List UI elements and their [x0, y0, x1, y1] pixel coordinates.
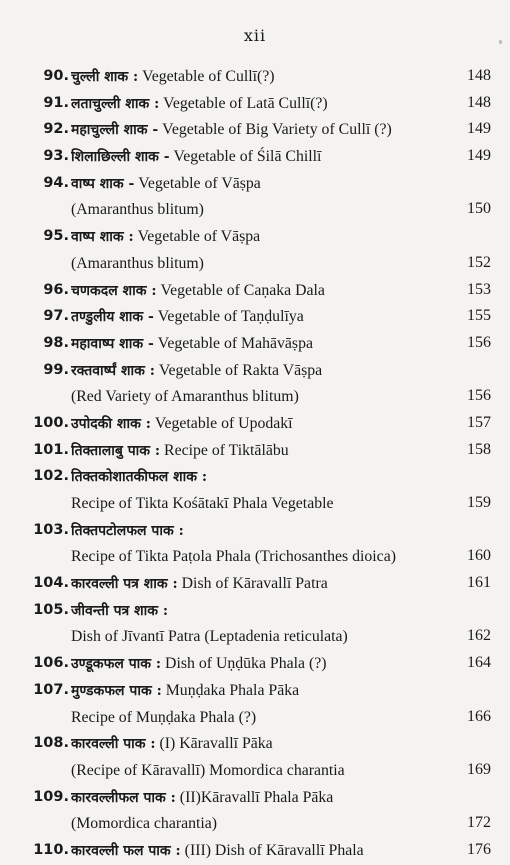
entry-title — [71, 116, 451, 144]
entry-title — [71, 277, 451, 305]
entry-sanskrit-title: जीवन्ती पत्र शाक : — [71, 602, 169, 619]
entry-number: 100. — [33, 414, 69, 431]
entry-english-title: (Amaranthus blitum) — [71, 201, 204, 219]
entry-title — [71, 730, 451, 758]
entry-page-number: 159 — [467, 494, 491, 511]
entry-number: 106. — [33, 655, 69, 672]
entry-page-number: 152 — [467, 253, 491, 271]
entry-english-title: (II)Kāravallī Phala Pāka — [175, 788, 334, 806]
entry-title — [71, 490, 451, 518]
toc-entry — [31, 303, 491, 330]
entry-sanskrit-title: तिक्तालाबु पाक : — [71, 442, 161, 459]
entry-number: 108. — [33, 735, 69, 752]
toc-entry — [31, 383, 491, 410]
entry-number: 101. — [33, 441, 69, 458]
entry-english-title: Dish of Uṇḍūka Phala (?) — [161, 655, 327, 673]
entry-sanskrit-title: वाष्प शाक : — [71, 229, 134, 246]
entry-title — [71, 517, 451, 545]
entry-page-number: 148 — [467, 67, 491, 84]
toc-entry — [31, 250, 491, 277]
entry-english-title: Dish of Jīvantī Patra (Leptadenia reticulata) — [71, 628, 348, 646]
entry-english-title: Vegetable of Latā Cullī(?) — [159, 94, 328, 112]
entry-sanskrit-title: चुल्ली शाक : — [71, 69, 139, 85]
toc-entry — [31, 517, 491, 544]
entry-sanskrit-title: चणकदल शाक : — [71, 282, 157, 299]
entry-english-title: Dish of Kāravallī Patra — [177, 575, 328, 593]
entry-title — [71, 784, 451, 812]
entry-sanskrit-title: कारवल्लीफल पाक : — [71, 789, 176, 806]
entry-title — [71, 63, 451, 91]
entry-english-title: Vegetable of Mahāvāṣpa — [153, 334, 313, 352]
entry-title — [71, 597, 451, 625]
toc-entry — [31, 623, 491, 650]
entry-sanskrit-title: उपोदकी शाक : — [71, 415, 151, 432]
entry-english-title: (Red Variety of Amaranthus blitum) — [71, 388, 299, 406]
toc-entry — [31, 650, 491, 677]
entry-english-title: Recipe of Tiktālābu — [160, 441, 289, 459]
toc-entry — [31, 757, 491, 784]
entry-page-number: 158 — [467, 440, 491, 458]
entry-page-number: 172 — [467, 814, 491, 832]
entry-sanskrit-title: वाष्प शाक - — [71, 175, 135, 192]
entry-sanskrit-title: कारवल्ली फल पाक : — [71, 842, 181, 859]
entry-sanskrit-title: रक्तवार्ष्पं शाक : — [71, 362, 155, 379]
entry-title — [71, 170, 451, 198]
entry-number: 103. — [33, 521, 69, 538]
entry-sanskrit-title: तिक्तकोशातकीफल शाक : — [71, 469, 208, 486]
entry-number: 110. — [33, 841, 69, 858]
entry-page-number: 157 — [467, 413, 491, 431]
entry-title — [71, 196, 451, 224]
entry-title — [71, 357, 451, 385]
page-number: xii — [243, 26, 267, 45]
entry-title — [71, 143, 451, 171]
entry-title — [71, 570, 451, 598]
entry-sanskrit-title: महावाष्प शाक - — [71, 335, 154, 352]
entry-title — [71, 623, 451, 651]
entry-english-title: Muṇḍaka Phala Pāka — [161, 681, 300, 699]
entry-page-number: 153 — [467, 280, 491, 298]
toc-entry — [31, 90, 491, 117]
page-speck — [499, 40, 502, 44]
entry-english-title: Vegetable of Cullī(?) — [138, 68, 275, 85]
toc-entry — [31, 196, 491, 223]
toc-entry — [31, 437, 491, 464]
entry-english-title: Vegetable of Big Variety of Cullī (?) — [158, 121, 392, 139]
entry-title — [71, 383, 451, 411]
entry-page-number: 169 — [467, 760, 491, 778]
entry-title — [71, 223, 451, 251]
entry-title — [71, 704, 451, 732]
entry-number: 94. — [43, 174, 69, 191]
toc-entry — [31, 490, 491, 517]
entry-title — [71, 677, 451, 705]
toc-entry — [31, 463, 491, 490]
entry-title — [71, 650, 451, 678]
toc-entry — [31, 677, 491, 704]
entry-title — [71, 330, 451, 358]
entry-english-title: Vegetable of Upodakī — [150, 414, 293, 432]
entry-number: 98. — [43, 334, 69, 351]
entry-page-number: 176 — [467, 840, 491, 858]
entry-english-title: Vegetable of Caṇaka Dala — [156, 281, 325, 299]
toc-entry — [31, 410, 491, 437]
entry-english-title: (I) Kāravallī Pāka — [155, 735, 273, 753]
entry-sanskrit-title: तिक्तपटोलफल पाक : — [71, 522, 184, 539]
entry-page-number: 160 — [467, 547, 491, 565]
entry-english-title: Recipe of Muṇḍaka Phala (?) — [71, 708, 257, 726]
entry-page-number: 149 — [467, 147, 491, 165]
entry-title — [71, 757, 451, 785]
toc-entry — [31, 330, 491, 357]
entry-number: 102. — [33, 468, 69, 485]
entry-sanskrit-title: लताचुल्ली शाक : — [71, 95, 160, 112]
entry-page-number: 162 — [467, 627, 491, 645]
entry-number: 105. — [33, 601, 69, 618]
entry-title — [71, 410, 451, 438]
toc-entry — [31, 170, 491, 197]
entry-english-title: Vegetable of Vāṣpa — [133, 228, 261, 246]
entry-title — [71, 437, 451, 465]
entry-english-title: (Momordica charantia) — [71, 815, 218, 833]
entry-sanskrit-title: उण्डूकफल पाक : — [71, 656, 162, 673]
toc-entry — [31, 730, 491, 757]
entry-title — [71, 837, 451, 865]
entry-number: 91. — [43, 94, 69, 111]
toc-entry — [31, 277, 491, 304]
entry-page-number: 149 — [467, 120, 491, 138]
entry-number: 99. — [43, 361, 69, 378]
entry-title — [71, 543, 451, 571]
entry-title — [71, 463, 451, 491]
toc-entry — [31, 357, 491, 384]
toc-entry — [31, 704, 491, 731]
toc-entry — [31, 597, 491, 624]
toc-entry — [31, 143, 491, 170]
entry-number: 104. — [33, 575, 69, 592]
entry-english-title: (Recipe of Kāravallī) Momordica charantia — [71, 761, 345, 779]
entry-sanskrit-title: कारवल्ली पाक : — [71, 736, 156, 753]
entry-sanskrit-title: कारवल्ली पत्र शाक : — [71, 576, 178, 593]
entry-english-title: Vegetable of Vāṣpa — [134, 174, 261, 192]
entry-page-number: 150 — [467, 200, 491, 218]
toc-entry — [31, 543, 491, 570]
entry-page-number: 156 — [467, 387, 491, 405]
toc-entry — [31, 63, 491, 90]
entry-sanskrit-title: शिलाछिल्ली शाक - — [71, 149, 170, 166]
entry-page-number: 156 — [467, 333, 491, 351]
entry-number: 90. — [43, 68, 69, 84]
entry-english-title: Recipe of Tikta Paṭola Phala (Trichosanthes dioica) — [71, 548, 396, 566]
entry-page-number: 155 — [467, 307, 491, 325]
entry-number: 92. — [43, 121, 69, 138]
entry-sanskrit-title: मुण्डकफल पाक : — [71, 682, 162, 699]
entry-english-title: Vegetable of Taṇḍulīya — [153, 308, 304, 326]
entry-number: 95. — [43, 228, 69, 245]
entry-page-number: 164 — [467, 654, 491, 672]
entry-number: 96. — [43, 281, 69, 298]
entry-number: 107. — [33, 681, 69, 698]
entry-english-title: (III) Dish of Kāravallī Phala — [180, 841, 364, 859]
entry-english-title: Recipe of Tikta Kośātakī Phala Vegetable — [71, 495, 334, 512]
table-of-contents — [31, 63, 491, 864]
entry-page-number: 166 — [467, 707, 491, 725]
entry-page-number: 148 — [467, 93, 491, 111]
toc-entry — [31, 570, 491, 597]
entry-title — [71, 250, 451, 278]
entry-sanskrit-title: तण्डुलीय शाक - — [71, 309, 154, 326]
entry-number: 97. — [43, 308, 69, 325]
entry-number: 93. — [43, 148, 69, 165]
entry-title — [71, 810, 451, 838]
entry-title — [71, 303, 451, 331]
toc-entry — [31, 810, 491, 837]
entry-english-title: Vegetable of Śilā Chillī — [169, 148, 322, 166]
entry-title — [71, 90, 451, 118]
entry-english-title: Vegetable of Rakta Vāṣpa — [154, 361, 323, 379]
entry-page-number: 161 — [467, 574, 491, 592]
toc-entry — [31, 784, 491, 811]
toc-entry — [31, 116, 491, 143]
toc-entry — [31, 223, 491, 250]
entry-english-title: (Amaranthus blitum) — [71, 254, 204, 272]
entry-sanskrit-title: महाचुल्ली शाक - — [71, 122, 159, 139]
entry-number: 109. — [33, 788, 69, 805]
